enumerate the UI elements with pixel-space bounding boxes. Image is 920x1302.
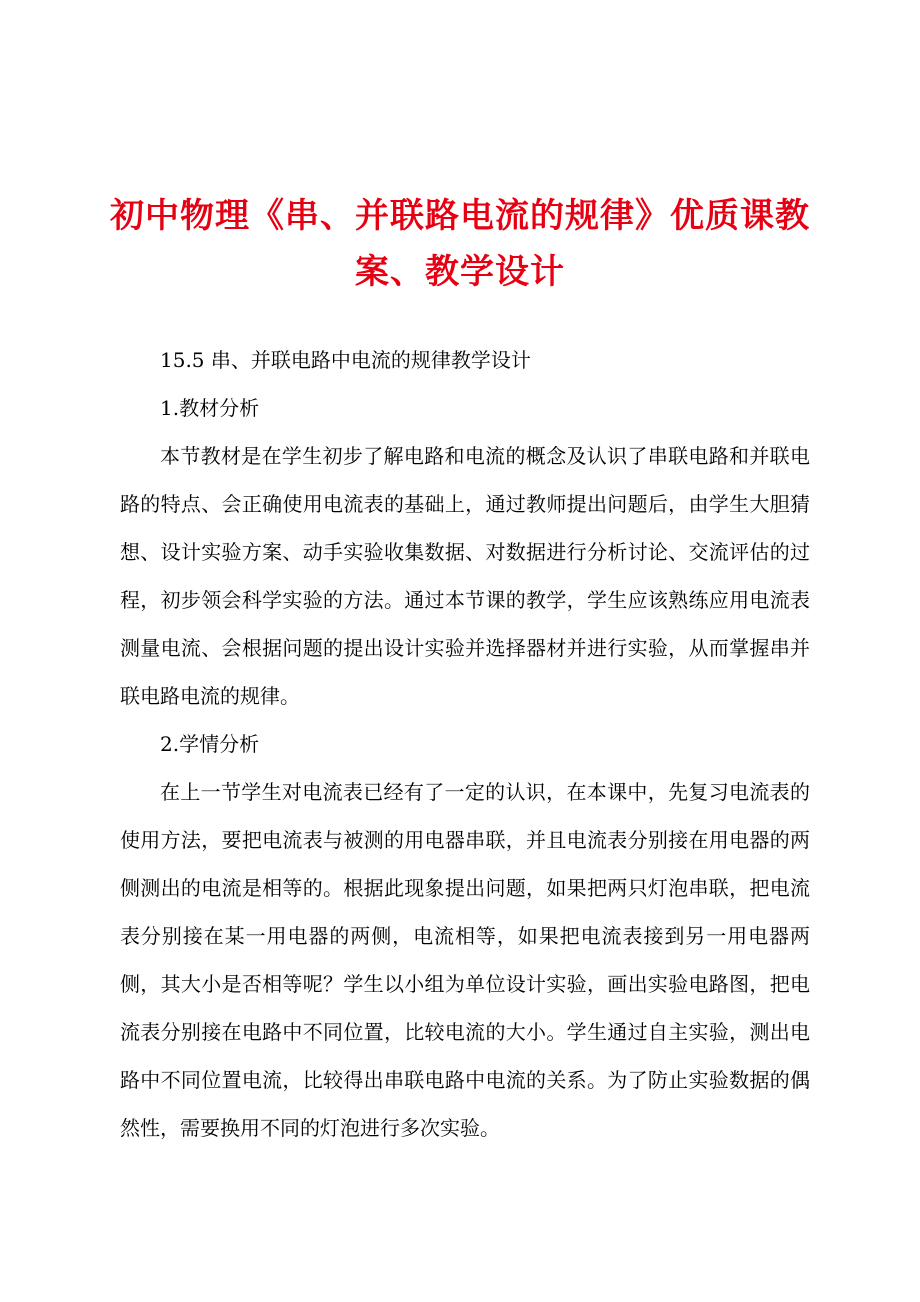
title-line-1: 初中物理《串、并联路电流的规律》优质课教 bbox=[110, 196, 810, 236]
section-paragraph-1: 本节教材是在学生初步了解电路和电流的概念及认识了串联电路和并联电路的特点、会正确使用电流表的基础上，通过教师提出问题后，由学生大胆猜想、设计实验方案、动手实验收集数据、对数据进行分析讨论、交流评估的过程，初步领会科学实验的方法。通过本节课的教学，学生应该熟练应用电流表测量电流、会根据问题的提出设计实验并选择器材并进行实验，从而掌握串并联电路电流的规律。 bbox=[120, 444, 810, 708]
section-paragraph-2: 在上一节学生对电流表已经有了一定的认识，在本课中，先复习电流表的使用方法，要把电流表与被测的用电器串联，并且电流表分别接在用电器的两侧测出的电流是相等的。根据此现象提出问题，如果把两只灯泡串联，把电流表分别接在某一用电器的两侧，电流相等，如果把电流表接到另一用电器两侧，其大小是否相等呢？学生以小组为单位设计实验，画出实验电路图，把电流表分别接在电路中不同位置，比较电流的大小。学生通过自主实验，测出电路中不同位置电流，比较得出串联电路中电流的关系。为了防止实验数据的偶然性，需要换用不同的灯泡进行多次实验。 bbox=[120, 780, 810, 1140]
section-heading-2: 2.学情分析 bbox=[160, 732, 260, 756]
subtitle: 15.5 串、并联电路中电流的规律教学设计 bbox=[160, 348, 531, 372]
document-title bbox=[110, 188, 810, 300]
document-body bbox=[120, 336, 810, 1152]
section-heading-1: 1.教材分析 bbox=[160, 396, 260, 420]
title-line-2: 案、教学设计 bbox=[355, 252, 565, 292]
